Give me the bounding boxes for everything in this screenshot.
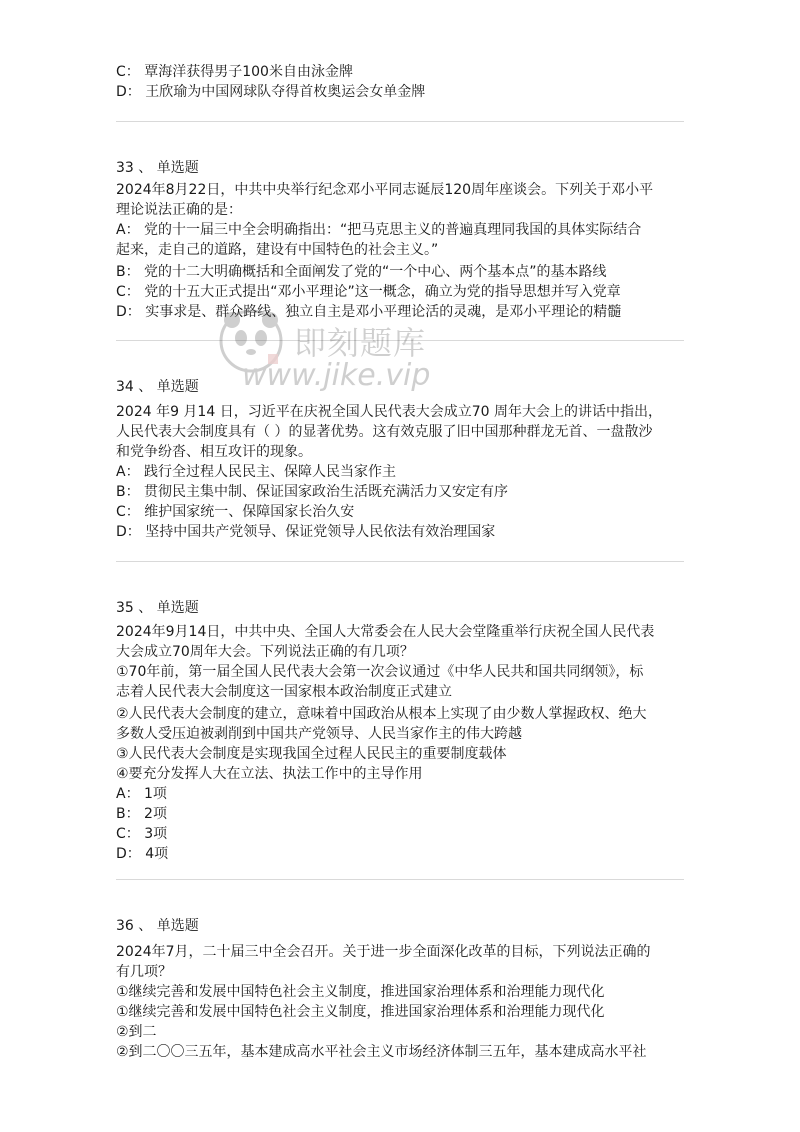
q35-statement-1-cont: 志着人民代表大会制度这一国家根本政治制度正式建立 xyxy=(116,684,452,700)
q36-header: 36 、 单选题 xyxy=(116,918,199,934)
q33-option-a[interactable]: A： 党的十一届三中全会明确指出：“把马克思主义的普遍真理同我国的具体实际结合 xyxy=(116,222,642,238)
q35-statement-2-cont: 多数人受压迫被剥削到中国共产党领导、人民当家作主的伟大跨越 xyxy=(116,726,522,742)
q33-stem-line: 2024年8月22日，中共中央举行纪念邓小平同志诞辰120周年座谈会。下列关于邓小平 xyxy=(116,182,654,198)
q34-option-a[interactable]: A： 践行全过程人民民主、保障人民当家作主 xyxy=(116,464,397,480)
q36-statement-1: ①继续完善和发展中国特色社会主义制度，推进国家治理体系和治理能力现代化 xyxy=(116,984,605,1000)
q35-statement-1: ①70年前，第一届全国人民代表大会第一次会议通过《中华人民共和国共同纲领》，标 xyxy=(116,664,644,680)
watermark-url: www.jike.vip xyxy=(242,358,431,393)
q34-header: 34 、 单选题 xyxy=(116,379,199,395)
q36-statement-1-repeat: ①继续完善和发展中国特色社会主义制度，推进国家治理体系和治理能力现代化 xyxy=(116,1004,605,1020)
question-divider xyxy=(116,561,684,562)
q33-option-a-cont[interactable]: 起来，走自己的道路，建设有中国特色的社会主义。” xyxy=(116,242,439,258)
q35-header: 35 、 单选题 xyxy=(116,600,199,616)
q34-option-b[interactable]: B： 贯彻民主集中制、保证国家政治生活既充满活力又安定有序 xyxy=(116,484,509,500)
q35-statement-2: ②人民代表大会制度的建立，意味着中国政治从根本上实现了由少数人掌握政权、绝大 xyxy=(116,706,647,722)
q35-option-a[interactable]: A： 1项 xyxy=(116,786,167,802)
q36-statement-2: ②到二〇〇三五年，基本建成高水平社会主义市场经济体制三五年，基本建成高水平社 xyxy=(116,1044,647,1060)
q35-stem-line: 大会成立70周年大会。下列说法正确的有几项？ xyxy=(116,644,414,660)
q33-stem-line: 理论说法正确的是： xyxy=(116,202,242,218)
q32-option-d[interactable]: D： 王欣瑜为中国网球队夺得首枚奥运会女单金牌 xyxy=(116,84,426,100)
q33-option-c[interactable]: C： 党的十五大正式提出“邓小平理论”这一概念，确立为党的指导思想并写入党章 xyxy=(116,284,621,300)
q35-statement-4: ④要充分发挥人大在立法、执法工作中的主导作用 xyxy=(116,766,423,782)
q36-stem-line: 2024年7月，二十届三中全会召开。关于进一步全面深化改革的目标，下列说法正确的 xyxy=(116,944,651,960)
q35-option-c[interactable]: C： 3项 xyxy=(116,826,168,842)
q33-option-b[interactable]: B： 党的十二大明确概括和全面阐发了党的“一个中心、两个基本点”的基本路线 xyxy=(116,264,607,280)
q34-stem-line: 2024 年9 月14 日，习近平在庆祝全国人民代表大会成立70 周年大会上的讲话中指出， xyxy=(116,404,662,420)
q34-stem-line: 人民代表大会制度具有（ ）的显著优势。这有效克服了旧中国那种群龙无首、一盘散沙 xyxy=(116,424,653,440)
q34-option-d[interactable]: D： 坚持中国共产党领导、保证党领导人民依法有效治理国家 xyxy=(116,524,496,540)
q33-header: 33 、 单选题 xyxy=(116,160,199,176)
question-divider xyxy=(116,879,684,880)
q36-statement-2-fragment: ②到二 xyxy=(116,1024,157,1040)
q35-statement-3: ③人民代表大会制度是实现我国全过程人民民主的重要制度载体 xyxy=(116,746,507,762)
q34-option-c[interactable]: C： 维护国家统一、保障国家长治久安 xyxy=(116,504,355,520)
q36-stem-line: 有几项？ xyxy=(116,964,172,980)
q35-option-d[interactable]: D： 4项 xyxy=(116,846,169,862)
question-divider xyxy=(116,121,684,122)
watermark-brand: 即刻题库 xyxy=(294,324,427,362)
q34-stem-line: 和党争纷沓、相互攻讦的现象。 xyxy=(116,444,312,460)
q32-option-c[interactable]: C： 覃海洋获得男子100米自由泳金牌 xyxy=(116,64,353,80)
q35-option-b[interactable]: B： 2项 xyxy=(116,806,167,822)
q35-stem-line: 2024年9月14日，中共中央、全国人大常委会在人民大会堂隆重举行庆祝全国人民代表 xyxy=(116,624,655,640)
question-divider xyxy=(116,340,684,341)
q33-option-d[interactable]: D： 实事求是、群众路线、独立自主是邓小平理论活的灵魂，是邓小平理论的精髓 xyxy=(116,304,622,320)
